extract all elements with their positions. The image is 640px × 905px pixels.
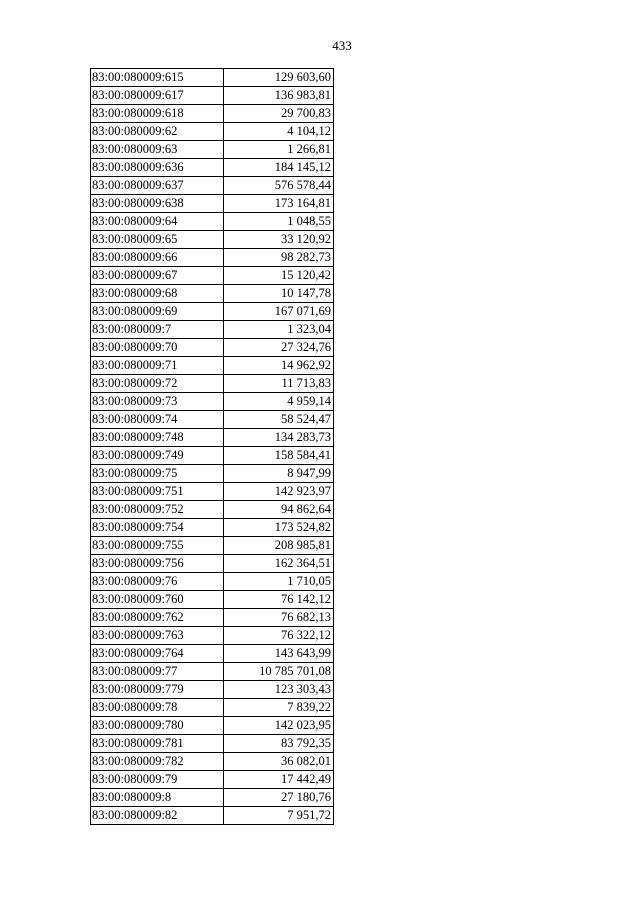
table-row bbox=[91, 69, 334, 87]
cadastral-number-cell: 83:00:080009:75 bbox=[91, 465, 224, 483]
value-cell: 208 985,81 bbox=[224, 537, 334, 555]
table-row bbox=[91, 735, 334, 753]
cadastral-number-cell: 83:00:080009:780 bbox=[91, 717, 224, 735]
table-row bbox=[91, 519, 334, 537]
value-cell: 76 322,12 bbox=[224, 627, 334, 645]
value-cell: 173 164,81 bbox=[224, 195, 334, 213]
value-cell: 123 303,43 bbox=[224, 681, 334, 699]
table-row bbox=[91, 501, 334, 519]
cadastral-number-cell: 83:00:080009:754 bbox=[91, 519, 224, 537]
table-row bbox=[91, 663, 334, 681]
value-cell: 4 959,14 bbox=[224, 393, 334, 411]
table-row bbox=[91, 123, 334, 141]
table-row bbox=[91, 681, 334, 699]
table-row bbox=[91, 645, 334, 663]
value-cell: 29 700,83 bbox=[224, 105, 334, 123]
value-cell: 27 180,76 bbox=[224, 789, 334, 807]
cadastral-number-cell: 83:00:080009:637 bbox=[91, 177, 224, 195]
cadastral-number-cell: 83:00:080009:636 bbox=[91, 159, 224, 177]
cadastral-number-cell: 83:00:080009:749 bbox=[91, 447, 224, 465]
cadastral-number-cell: 83:00:080009:782 bbox=[91, 753, 224, 771]
cadastral-number-cell: 83:00:080009:66 bbox=[91, 249, 224, 267]
value-cell: 15 120,42 bbox=[224, 267, 334, 285]
value-cell: 167 071,69 bbox=[224, 303, 334, 321]
value-cell: 136 983,81 bbox=[224, 87, 334, 105]
cadastral-number-cell: 83:00:080009:64 bbox=[91, 213, 224, 231]
cadastral-number-cell: 83:00:080009:67 bbox=[91, 267, 224, 285]
value-cell: 142 023,95 bbox=[224, 717, 334, 735]
table-row bbox=[91, 231, 334, 249]
value-cell: 1 048,55 bbox=[224, 213, 334, 231]
value-cell: 98 282,73 bbox=[224, 249, 334, 267]
table-row bbox=[91, 609, 334, 627]
table-row bbox=[91, 483, 334, 501]
table-row bbox=[91, 771, 334, 789]
cadastral-number-cell: 83:00:080009:756 bbox=[91, 555, 224, 573]
table-row bbox=[91, 141, 334, 159]
cadastral-number-cell: 83:00:080009:73 bbox=[91, 393, 224, 411]
table-row bbox=[91, 429, 334, 447]
cadastral-number-cell: 83:00:080009:70 bbox=[91, 339, 224, 357]
table-row bbox=[91, 321, 334, 339]
table-row bbox=[91, 213, 334, 231]
table-row bbox=[91, 537, 334, 555]
cadastral-number-cell: 83:00:080009:752 bbox=[91, 501, 224, 519]
cadastral-value-table-container bbox=[90, 68, 334, 825]
value-cell: 7 839,22 bbox=[224, 699, 334, 717]
table-row bbox=[91, 465, 334, 483]
table-row bbox=[91, 393, 334, 411]
cadastral-number-cell: 83:00:080009:764 bbox=[91, 645, 224, 663]
value-cell: 162 364,51 bbox=[224, 555, 334, 573]
value-cell: 94 862,64 bbox=[224, 501, 334, 519]
table-row bbox=[91, 267, 334, 285]
value-cell: 158 584,41 bbox=[224, 447, 334, 465]
table-row bbox=[91, 753, 334, 771]
value-cell: 27 324,76 bbox=[224, 339, 334, 357]
cadastral-number-cell: 83:00:080009:68 bbox=[91, 285, 224, 303]
table-row bbox=[91, 717, 334, 735]
cadastral-number-cell: 83:00:080009:77 bbox=[91, 663, 224, 681]
value-cell: 1 323,04 bbox=[224, 321, 334, 339]
value-cell: 36 082,01 bbox=[224, 753, 334, 771]
value-cell: 173 524,82 bbox=[224, 519, 334, 537]
cadastral-number-cell: 83:00:080009:82 bbox=[91, 807, 224, 825]
cadastral-number-cell: 83:00:080009:62 bbox=[91, 123, 224, 141]
cadastral-number-cell: 83:00:080009:762 bbox=[91, 609, 224, 627]
value-cell: 17 442,49 bbox=[224, 771, 334, 789]
value-cell: 1 266,81 bbox=[224, 141, 334, 159]
table-body bbox=[91, 69, 334, 825]
cadastral-number-cell: 83:00:080009:76 bbox=[91, 573, 224, 591]
cadastral-number-cell: 83:00:080009:8 bbox=[91, 789, 224, 807]
cadastral-number-cell: 83:00:080009:72 bbox=[91, 375, 224, 393]
cadastral-number-cell: 83:00:080009:763 bbox=[91, 627, 224, 645]
value-cell: 134 283,73 bbox=[224, 429, 334, 447]
table-row bbox=[91, 699, 334, 717]
cadastral-number-cell: 83:00:080009:760 bbox=[91, 591, 224, 609]
table-row bbox=[91, 375, 334, 393]
table-row bbox=[91, 87, 334, 105]
cadastral-number-cell: 83:00:080009:79 bbox=[91, 771, 224, 789]
table-row bbox=[91, 105, 334, 123]
cadastral-number-cell: 83:00:080009:65 bbox=[91, 231, 224, 249]
table-row bbox=[91, 573, 334, 591]
value-cell: 576 578,44 bbox=[224, 177, 334, 195]
table-row bbox=[91, 195, 334, 213]
table-row bbox=[91, 411, 334, 429]
cadastral-number-cell: 83:00:080009:78 bbox=[91, 699, 224, 717]
cadastral-number-cell: 83:00:080009:69 bbox=[91, 303, 224, 321]
cadastral-number-cell: 83:00:080009:781 bbox=[91, 735, 224, 753]
cadastral-number-cell: 83:00:080009:74 bbox=[91, 411, 224, 429]
page-number: 433 bbox=[332, 38, 352, 53]
cadastral-value-table bbox=[90, 68, 334, 825]
table-row bbox=[91, 807, 334, 825]
cadastral-number-cell: 83:00:080009:638 bbox=[91, 195, 224, 213]
value-cell: 10 785 701,08 bbox=[224, 663, 334, 681]
cadastral-number-cell: 83:00:080009:779 bbox=[91, 681, 224, 699]
table-row bbox=[91, 555, 334, 573]
value-cell: 14 962,92 bbox=[224, 357, 334, 375]
table-row bbox=[91, 159, 334, 177]
value-cell: 184 145,12 bbox=[224, 159, 334, 177]
value-cell: 76 142,12 bbox=[224, 591, 334, 609]
cadastral-number-cell: 83:00:080009:618 bbox=[91, 105, 224, 123]
cadastral-number-cell: 83:00:080009:615 bbox=[91, 69, 224, 87]
value-cell: 76 682,13 bbox=[224, 609, 334, 627]
table-row bbox=[91, 285, 334, 303]
cadastral-number-cell: 83:00:080009:755 bbox=[91, 537, 224, 555]
value-cell: 142 923,97 bbox=[224, 483, 334, 501]
cadastral-number-cell: 83:00:080009:63 bbox=[91, 141, 224, 159]
value-cell: 1 710,05 bbox=[224, 573, 334, 591]
value-cell: 11 713,83 bbox=[224, 375, 334, 393]
table-row bbox=[91, 177, 334, 195]
table-row bbox=[91, 249, 334, 267]
cadastral-number-cell: 83:00:080009:71 bbox=[91, 357, 224, 375]
cadastral-number-cell: 83:00:080009:751 bbox=[91, 483, 224, 501]
value-cell: 33 120,92 bbox=[224, 231, 334, 249]
value-cell: 4 104,12 bbox=[224, 123, 334, 141]
table-row bbox=[91, 789, 334, 807]
value-cell: 10 147,78 bbox=[224, 285, 334, 303]
table-row bbox=[91, 447, 334, 465]
cadastral-number-cell: 83:00:080009:617 bbox=[91, 87, 224, 105]
table-row bbox=[91, 339, 334, 357]
cadastral-number-cell: 83:00:080009:748 bbox=[91, 429, 224, 447]
table-row bbox=[91, 591, 334, 609]
value-cell: 143 643,99 bbox=[224, 645, 334, 663]
value-cell: 7 951,72 bbox=[224, 807, 334, 825]
table-row bbox=[91, 627, 334, 645]
table-row bbox=[91, 303, 334, 321]
table-row bbox=[91, 357, 334, 375]
value-cell: 8 947,99 bbox=[224, 465, 334, 483]
cadastral-number-cell: 83:00:080009:7 bbox=[91, 321, 224, 339]
value-cell: 83 792,35 bbox=[224, 735, 334, 753]
value-cell: 129 603,60 bbox=[224, 69, 334, 87]
value-cell: 58 524,47 bbox=[224, 411, 334, 429]
